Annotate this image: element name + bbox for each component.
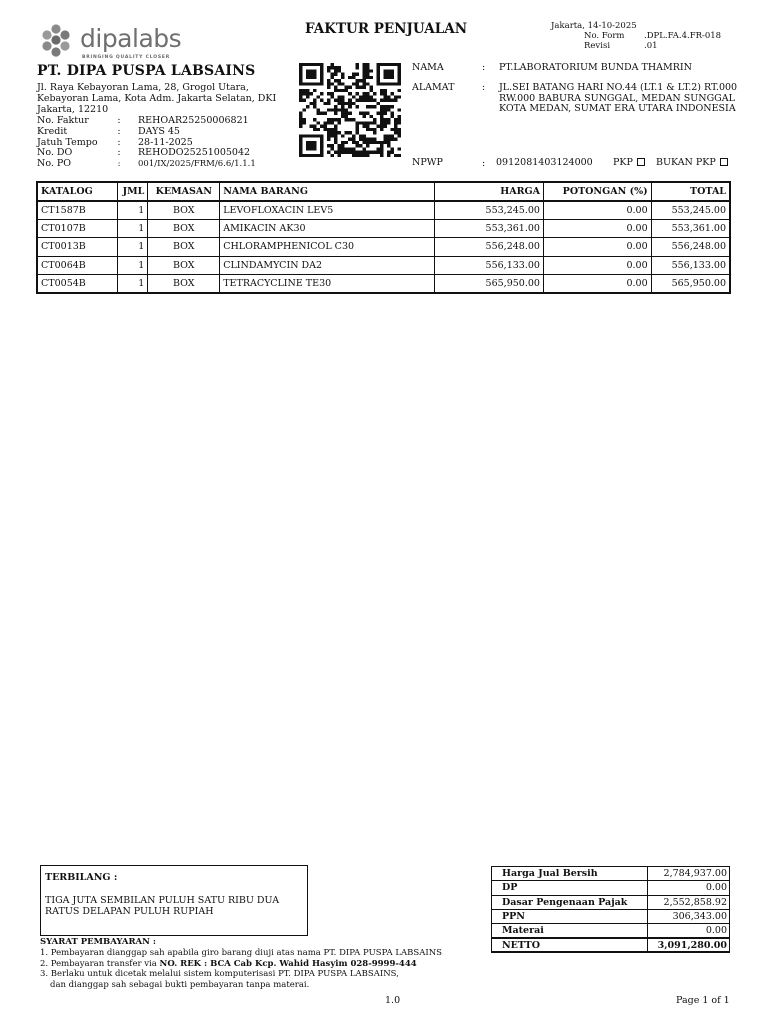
payment-term-3: 3. Berlaku untuk dicetak melalui sistem komputerisasi PT. DIPA PUSPA LABSAINS,: [40, 969, 399, 980]
potongan-cell: 0.00: [543, 275, 651, 294]
kredit-row: Kredit : DAYS 45: [37, 125, 180, 137]
place-date: Jakarta, 14-10-2025: [551, 21, 637, 31]
logo-wordmark: dipalabs: [80, 24, 182, 53]
customer-name: PT.LABORATORIUM BUNDA THAMRIN: [499, 62, 692, 73]
customer-address: JL.SEI BATANG HARI NO.44 (LT.1 & LT.2) RT.000 RW.000 BABURA SUNGGAL, MEDAN SUNGGAL KOTA MEDAN, SUMAT ERA UTARA INDONESIA: [499, 82, 738, 114]
summary-value: 0.00: [648, 881, 730, 895]
no-po-row: No. PO : 001/IX/2025/FRM/6.6/1.1.1: [37, 158, 256, 170]
kemasan-cell: BOX: [148, 238, 220, 257]
form-number: No. Form .DPL.FA.4.FR-018: [584, 31, 722, 41]
summary-value: 2,784,937.00: [648, 867, 730, 881]
customer-npwp: 0912081403124000: [496, 157, 593, 168]
payment-terms: [40, 937, 442, 991]
netto-row: [492, 938, 730, 952]
harga-cell: 556,248.00: [435, 238, 544, 257]
table-row: [37, 238, 730, 257]
nama-barang-cell: CHLORAMPHENICOL C30: [220, 238, 435, 257]
nama-barang-cell: TETRACYCLINE TE30: [220, 275, 435, 294]
total-cell: 553,361.00: [651, 219, 730, 238]
terbilang-label: TERBILANG :: [45, 872, 118, 883]
col-potongan: POTONGAN (%): [543, 182, 651, 201]
payment-term-2: 2. Pembayaran transfer via NO. REK : BCA Cab Kcp. Wahid Hasyim 028-9999-444: [40, 958, 417, 969]
payment-term-3-cont: dan dianggap sah sebagai bukti pembayaran tanpa materai.: [50, 980, 310, 991]
table-row: [37, 275, 730, 294]
potongan-cell: 0.00: [543, 256, 651, 275]
summary-row: [492, 895, 730, 909]
kemasan-cell: BOX: [148, 256, 220, 275]
total-cell: 565,950.00: [651, 275, 730, 294]
document-version: 1.0: [385, 995, 401, 1006]
katalog-cell: CT1587B: [37, 201, 118, 220]
summary-label: DP: [492, 881, 648, 895]
payment-term-1: 1. Pembayaran dianggap sah apabila giro barang diuji atas nama PT. DIPA PUSPA LABSAINS: [40, 947, 442, 958]
table-row: [37, 201, 730, 220]
col-katalog: KATALOG: [37, 182, 118, 201]
total-cell: 553,245.00: [651, 201, 730, 220]
invoice-info: [37, 116, 256, 170]
summary-row: [492, 867, 730, 881]
summary-label: PPN: [492, 909, 648, 923]
harga-cell: 556,133.00: [435, 256, 544, 275]
items-header-row: [37, 182, 730, 201]
summary-value: 0.00: [648, 924, 730, 938]
jml-cell: 1: [118, 275, 148, 294]
total-cell: 556,133.00: [651, 256, 730, 275]
pkp-option: [613, 158, 645, 169]
summary-label: Dasar Pengenaan Pajak: [492, 895, 648, 909]
jml-cell: 1: [118, 238, 148, 257]
summary-label: Materai: [492, 924, 648, 938]
harga-cell: 553,245.00: [435, 201, 544, 220]
netto-value: 3,091,280.00: [648, 938, 730, 952]
summary-value: 2,552,858.92: [648, 895, 730, 909]
no-do-row: No. DO : REHODO25251005042: [37, 147, 251, 159]
document-title: FAKTUR PENJUALAN: [305, 21, 468, 37]
summary-value: 306,343.00: [648, 909, 730, 923]
pkp-checkbox[interactable]: [637, 158, 645, 166]
bukan-pkp-option: [656, 158, 728, 169]
summary-label: Harga Jual Bersih: [492, 867, 648, 881]
nama-label: NAMA: [412, 62, 444, 73]
form-meta: [551, 21, 721, 51]
jml-cell: 1: [118, 201, 148, 220]
revision: Revisi .01: [584, 41, 658, 51]
summary-row: [492, 924, 730, 938]
bukan-pkp-checkbox[interactable]: [720, 158, 728, 166]
table-row: [37, 256, 730, 275]
kemasan-cell: BOX: [148, 275, 220, 294]
summary-row: [492, 881, 730, 895]
alamat-label: ALAMAT: [412, 82, 455, 93]
payment-terms-label: SYARAT PEMBAYARAN :: [40, 937, 157, 947]
logo-tagline: BRINGING QUALITY CLOSER: [82, 55, 171, 60]
col-kemasan: KEMASAN: [148, 182, 220, 201]
no-faktur-row: No. Faktur : REHOAR25250006821: [37, 115, 249, 126]
pkp-label: PKP: [613, 157, 633, 168]
nama-barang-cell: LEVOFLOXACIN LEV5: [220, 201, 435, 220]
katalog-cell: CT0013B: [37, 238, 118, 257]
kemasan-cell: BOX: [148, 201, 220, 220]
items-table: [36, 181, 731, 294]
harga-cell: 553,361.00: [435, 219, 544, 238]
jatuh-tempo-row: Jatuh Tempo : 28-11-2025: [37, 136, 193, 148]
potongan-cell: 0.00: [543, 219, 651, 238]
company-logo: [38, 22, 188, 64]
katalog-cell: CT0054B: [37, 275, 118, 294]
katalog-cell: CT0064B: [37, 256, 118, 275]
harga-cell: 565,950.00: [435, 275, 544, 294]
qr-code-icon: [299, 63, 401, 157]
summary-row: [492, 909, 730, 923]
potongan-cell: 0.00: [543, 238, 651, 257]
nama-barang-cell: CLINDAMYCIN DA2: [220, 256, 435, 275]
bank-account: NO. REK : BCA Cab Kcp. Wahid Hasyim 028-9999-444: [159, 958, 417, 969]
seller-name: PT. DIPA PUSPA LABSAINS: [37, 63, 256, 79]
katalog-cell: CT0107B: [37, 219, 118, 238]
netto-label: NETTO: [492, 938, 648, 952]
seller-address: Jl. Raya Kebayoran Lama, 28, Grogol Utara, Kebayoran Lama, Kota Adm. Jakarta Selatan, DKI Jakarta, 12210: [37, 82, 277, 115]
bukan-pkp-label: BUKAN PKP: [656, 157, 716, 168]
col-nama-barang: NAMA BARANG: [220, 182, 435, 201]
summary-table: [491, 866, 730, 953]
col-harga: HARGA: [435, 182, 544, 201]
page-number: Page 1 of 1: [676, 995, 730, 1006]
col-total: TOTAL: [651, 182, 730, 201]
dipalabs-logo-icon: [38, 22, 74, 58]
col-jml: JML: [118, 182, 148, 201]
jml-cell: 1: [118, 219, 148, 238]
kemasan-cell: BOX: [148, 219, 220, 238]
jml-cell: 1: [118, 256, 148, 275]
npwp-label: NPWP: [412, 157, 443, 168]
table-row: [37, 219, 730, 238]
terbilang-text: TIGA JUTA SEMBILAN PULUH SATU RIBU DUA RATUS DELAPAN PULUH RUPIAH: [45, 895, 280, 917]
total-cell: 556,248.00: [651, 238, 730, 257]
terbilang-box: [40, 865, 308, 936]
nama-barang-cell: AMIKACIN AK30: [220, 219, 435, 238]
potongan-cell: 0.00: [543, 201, 651, 220]
